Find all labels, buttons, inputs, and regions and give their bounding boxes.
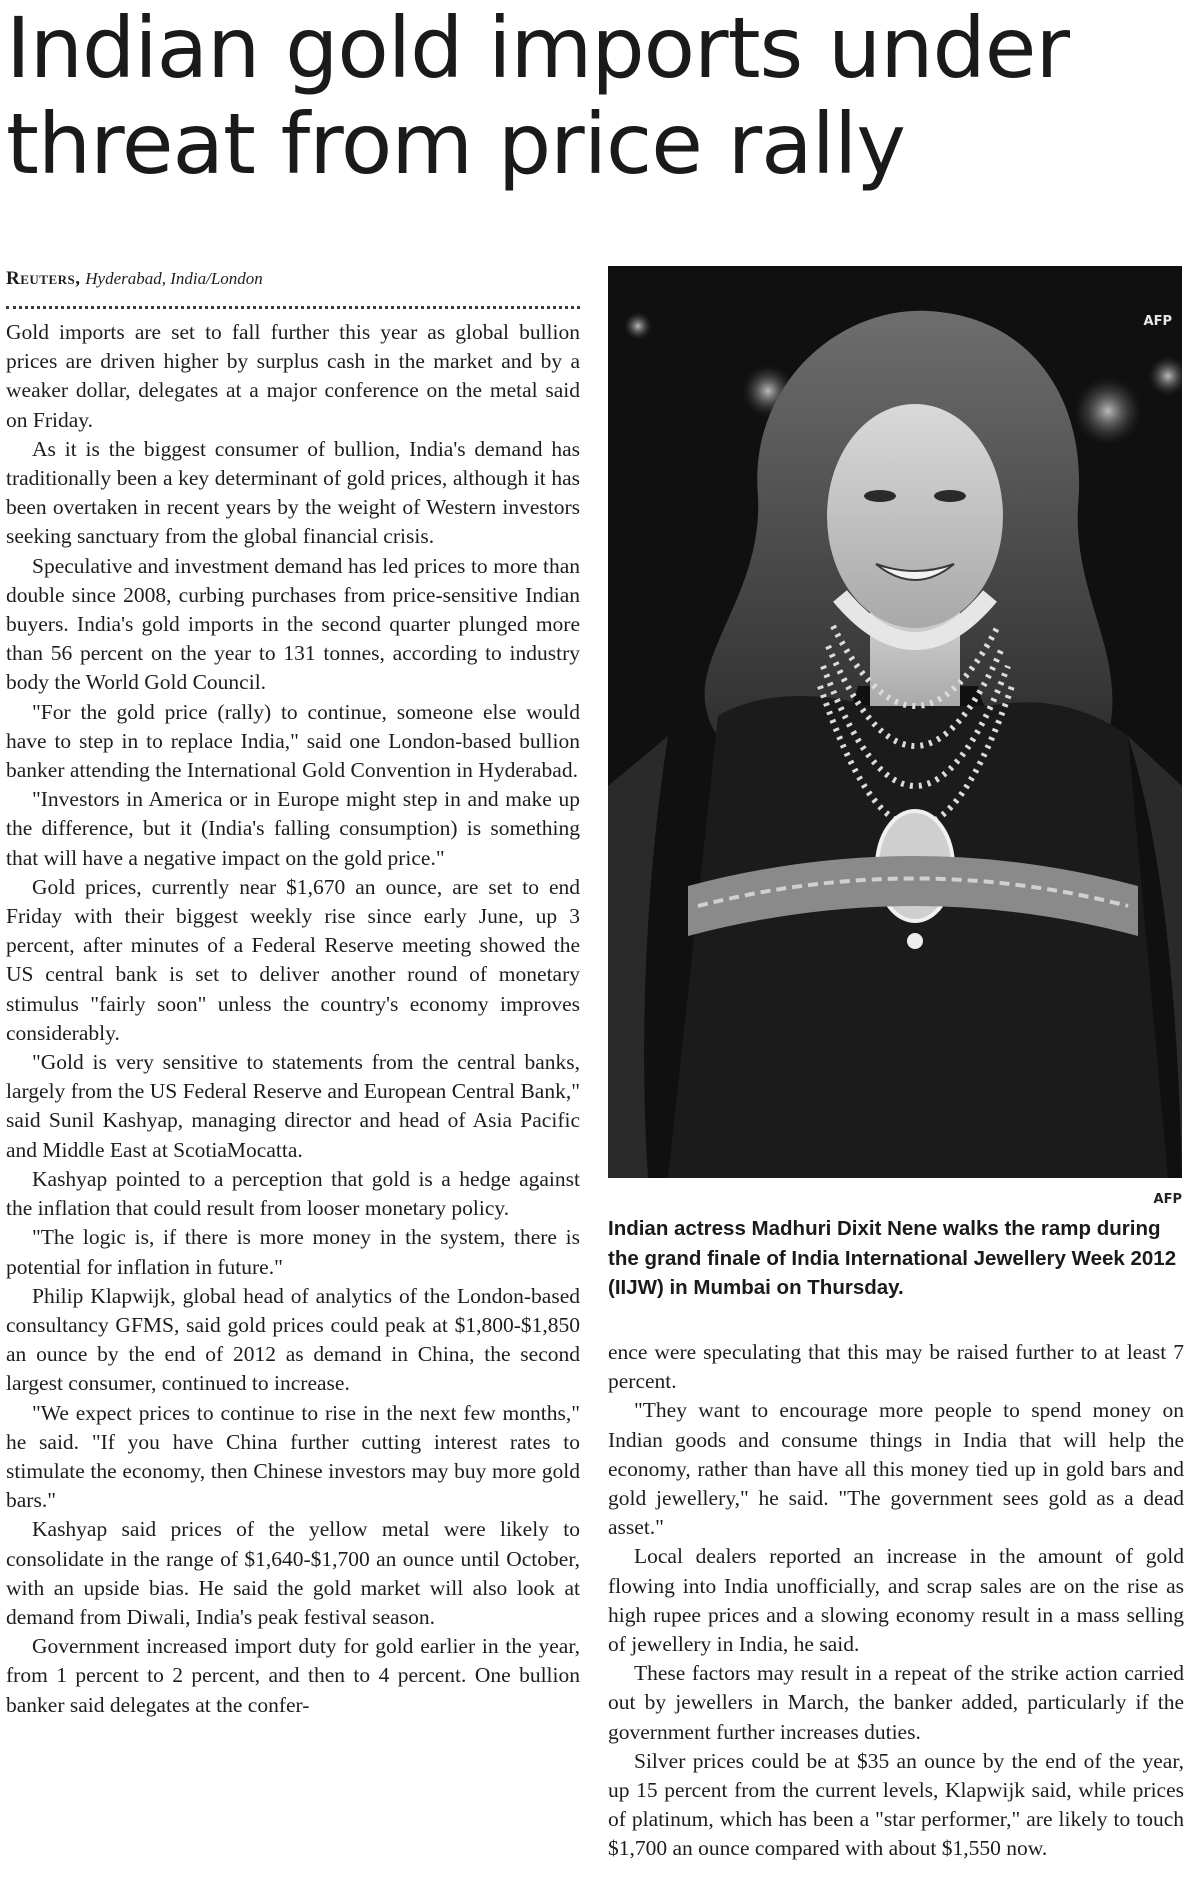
body-paragraph: "They want to encourage more people to spend money on Indian goods and consume things in India that will help the economy, rather than have all this money tied up in gold bars and gold jewellery," he said. "The government sees gold as a dead asset." (608, 1398, 1184, 1540)
byline (6, 266, 580, 292)
photo-illustration (608, 266, 1182, 1178)
photo-caption: Indian actress Madhuri Dixit Nene walks the ramp during the grand finale of India International Jewellery Week 2012 (IIJW) in Mumbai on Thursday. (608, 1217, 1177, 1299)
body-paragraph: These factors may result in a repeat of the strike action carried out by jewellers in March, the banker added, particularly if the government further increases duties. (608, 1661, 1184, 1744)
body-paragraph: Gold imports are set to fall further this year as global bullion prices are driven higher by surplus cash in the market and by a weaker dollar, delegates at a major conference on the metal said on Friday. (6, 320, 580, 432)
body-paragraph: Silver prices could be at $35 an ounce by the end of the year, up 15 percent from the current levels, Klapwijk said, while prices of platinum, which has been a "star performer," are likely to touch $1,700 an ounce compared with about $1,550 now. (608, 1748, 1184, 1861)
body-paragraph: Government increased import duty for gold earlier in the year, from 1 percent to 2 percent, and then to 4 percent. One bullion banker said delegates at the confer- (6, 1634, 580, 1717)
photo-credit: AFP (1153, 1192, 1182, 1207)
body-paragraph: Kashyap pointed to a perception that gold is a hedge against the inflation that could result from looser monetary policy. (6, 1166, 580, 1221)
body-paragraph: "Investors in America or in Europe might step in and make up the difference, but it (India's falling consumption) is something that will have a negative impact on the gold price." (6, 787, 580, 870)
byline-dateline: Hyderabad, India/London (85, 269, 263, 288)
article-body-right-column (608, 1338, 1184, 1864)
body-paragraph: Gold prices, currently near $1,670 an ounce, are set to end Friday with their biggest weekly rise since early June, up 3 percent, after minutes of a Federal Reserve meeting showed the US central bank is set to deliver another round of monetary stimulus "fairly soon" unless the country's economy improves considerably. (6, 874, 580, 1045)
body-paragraph: "Gold is very sensitive to statements from the central banks, largely from the US Federal Reserve and European Central Bank," said Sunil Kashyap, managing director and head of Asia Pacific and Middle East at ScotiaMocatta. (6, 1050, 580, 1162)
photo-credit-top: AFP (1143, 314, 1172, 329)
headline-line-2: threat from price rally (6, 95, 905, 193)
body-paragraph: "We expect prices to continue to rise in the next few months," he said. "If you have China further cutting interest rates to stimulate the economy, then Chinese investors may buy more gold bars." (6, 1400, 580, 1513)
byline-agency: Reuters, (6, 268, 81, 289)
headline-line-1: Indian gold imports under (6, 0, 1069, 97)
dotted-divider (6, 306, 580, 309)
news-photo (608, 266, 1182, 1178)
body-paragraph: Local dealers reported an increase in the amount of gold flowing into India unofficially, and scrap sales are on the rise as high rupee prices and a slowing economy result in a mass selling of jewellery in India, he said. (608, 1544, 1184, 1657)
article-body-left-column (6, 318, 580, 1720)
body-paragraph: "For the gold price (rally) to continue, someone else would have to step in to replace India," said one London-based bullion banker attending the International Gold Convention in Hyderabad. (6, 699, 580, 783)
body-paragraph: Speculative and investment demand has led prices to more than double since 2008, curbing purchases from price-sensitive Indian buyers. India's gold imports in the second quarter plunged more than 56 percent on the year to 131 tonnes, according to industry body the World Gold Council. (6, 553, 580, 695)
body-paragraph-continuation: ence were speculating that this may be raised further to at least 7 percent. (608, 1340, 1184, 1394)
body-paragraph: As it is the biggest consumer of bullion, India's demand has traditionally been a key determinant of gold prices, although it has been overtaken in recent years by the weight of Western investors seeking sanctuary from the global financial crisis. (6, 436, 580, 549)
headline (6, 0, 1196, 192)
body-paragraph: Philip Klapwijk, global head of analytics of the London-based consultancy GFMS, said gold prices could peak at $1,800-$1,850 an ounce by the end of 2012 as demand in China, the second largest consumer, continued to increase. (6, 1283, 580, 1396)
body-paragraph: Kashyap said prices of the yellow metal were likely to consolidate in the range of $1,640-$1,700 an ounce until October, with an upside bias. He said the gold market will also look at demand from Diwali, India's peak festival season. (6, 1517, 580, 1629)
body-paragraph: "The logic is, if there is more money in the system, there is potential for inflation in future." (6, 1225, 580, 1279)
